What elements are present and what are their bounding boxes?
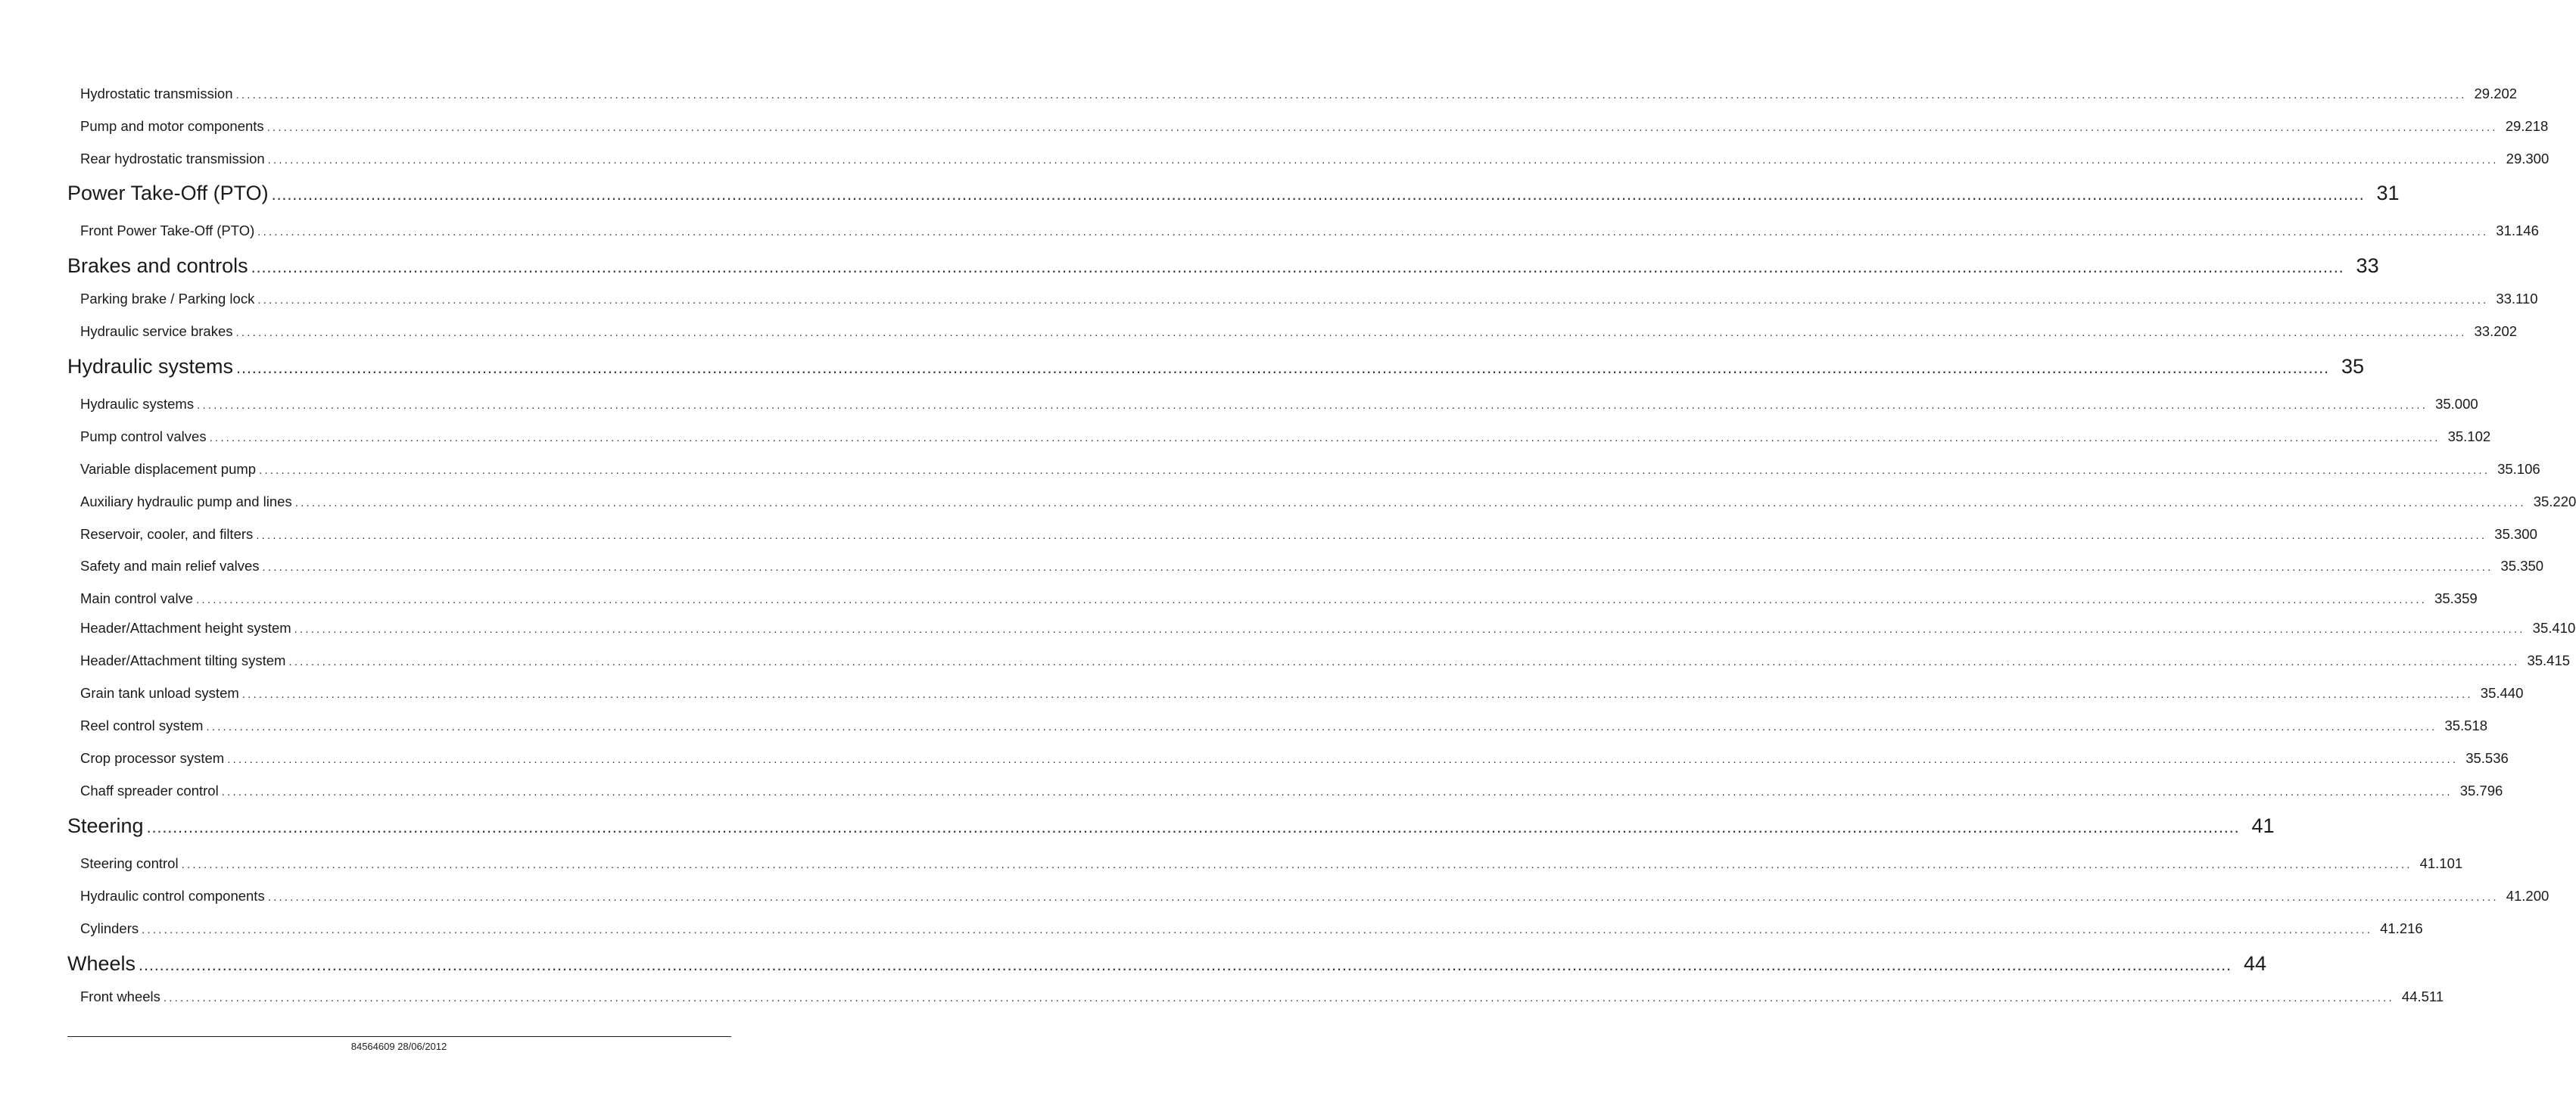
toc-entry[interactable] [80,396,2478,413]
toc-entry-page-number: 41 [2251,814,2275,837]
toc-section-entry[interactable] [67,355,2365,378]
toc-entry-title: Brakes and controls [67,254,248,277]
toc-entry-title: Hydraulic service brakes [80,323,233,339]
toc-section-entry[interactable] [67,814,2275,838]
dot-leader: ................................................................................................................................................................................................................................................................................................................................................................................................................ [209,431,2441,444]
toc-section-entry[interactable] [67,952,2266,976]
dot-leader: ................................................................................................................................................................................................................................................................................................................................................................................................................ [267,891,2499,904]
toc-entry-title: Cylinders [80,920,139,936]
toc-entry[interactable] [80,151,2550,167]
toc-entry-page-number: 35.796 [2459,783,2503,799]
dot-leader: ................................................................................................................................................................................................................................................................................................................................................................................................................ [294,623,2525,636]
dot-leader: ................................................................................................................................................................................................................................................................................................................................................................................................................ [227,753,2459,766]
toc-entry-page-number: 29.218 [2505,118,2549,134]
dot-leader: ................................................................................................................................................................................................................................................................................................................................................................................................................ [259,464,2490,477]
toc-entry[interactable] [80,783,2503,799]
toc-entry-title: Header/Attachment tilting system [80,652,286,668]
dot-leader: ................................................................................................................................................................................................................................................................................................................................................................................................................ [256,529,2487,542]
toc-entry-title: Crop processor system [80,750,225,766]
toc-entry-title: Parking brake / Parking lock [80,291,255,307]
toc-entry[interactable] [80,223,2539,239]
dot-leader: ................................................................................................................................................................................................................................................................................................................................................................................................................ [196,593,2428,606]
toc-entry-title: Hydraulic systems [67,355,234,378]
dot-leader: ................................................................................................................................................................................................................................................................................................................................................................................................................ [241,688,2473,701]
dot-leader: ................................................................................................................................................................................................................................................................................................................................................................................................................ [181,858,2412,871]
toc-entry[interactable] [80,855,2463,872]
toc-entry-page-number: 35.300 [2494,526,2537,542]
dot-leader: ................................................................................................................................................................................................................................................................................................................................................................................................................ [197,399,2428,412]
toc-entry-title: Pump control valves [80,428,207,444]
toc-entry-page-number: 35.440 [2480,685,2524,701]
dot-leader: ................................................................................................................................................................................................................................................................................................................................................................................................................ [257,226,2489,238]
dot-leader: ................................................................................................................................................................................................................................................................................................................................................................................................................ [267,154,2499,167]
toc-entry-page-number: 35 [2341,355,2365,378]
toc-entry[interactable] [80,620,2576,637]
toc-entry[interactable] [80,718,2488,734]
dot-leader: ................................................................................................................................................................................................................................................................................................................................................................................................................ [236,358,2329,377]
toc-entry-page-number: 35.536 [2465,750,2509,766]
toc-entry-title: Hydraulic systems [80,396,195,412]
toc-entry-title: Hydraulic control components [80,888,265,904]
toc-entry-title: Wheels [67,952,136,975]
toc-entry-page-number: 35.359 [2434,590,2478,606]
toc-entry-page-number: 31 [2376,182,2400,204]
toc-entry-title: Grain tank unload system [80,685,239,701]
toc-entry-title: Auxiliary hydraulic pump and lines [80,494,292,509]
toc-entry-page-number: 33.110 [2496,291,2538,307]
toc-entry-page-number: 41.101 [2419,855,2463,871]
dot-leader: ................................................................................................................................................................................................................................................................................................................................................................................................................ [221,786,2453,799]
toc-entry[interactable] [80,920,2423,937]
toc-entry-title: Chaff spreader control [80,783,219,799]
dot-leader: ................................................................................................................................................................................................................................................................................................................................................................................................................ [163,992,2394,1004]
toc-entry[interactable] [80,750,2509,767]
toc-entry-page-number: 35.106 [2497,461,2540,477]
toc-entry-title: Variable displacement pump [80,461,257,477]
toc-entry-page-number: 33 [2356,254,2379,277]
toc-entry[interactable] [80,86,2518,102]
toc-entry-title: Steering control [80,855,179,871]
toc-entry[interactable] [80,888,2550,905]
toc-entry-page-number: 35.220 [2533,494,2576,509]
dot-leader: ................................................................................................................................................................................................................................................................................................................................................................................................................ [235,326,2467,339]
dot-leader: ................................................................................................................................................................................................................................................................................................................................................................................................................ [257,294,2489,307]
toc-entry-page-number: 29.300 [2506,151,2550,167]
toc-entry-title: Reel control system [80,718,204,733]
toc-entry-page-number: 35.410 [2532,620,2576,636]
toc-entry[interactable] [80,590,2478,607]
toc-entry-title: Hydrostatic transmission [80,86,233,101]
toc-entry-page-number: 33.202 [2474,323,2518,339]
footer-rule [67,1036,731,1037]
toc-entry[interactable] [80,652,2571,669]
toc-entry-page-number: 31.146 [2496,223,2539,238]
toc-entry-title: Safety and main relief valves [80,558,260,574]
toc-entry[interactable] [80,526,2537,543]
toc-entry[interactable] [80,461,2540,478]
toc-entry[interactable] [80,291,2538,307]
toc-entry-page-number: 29.202 [2474,86,2518,101]
toc-entry-page-number: 35.518 [2444,718,2488,733]
dot-leader: ................................................................................................................................................................................................................................................................................................................................................................................................................ [271,185,2365,204]
dot-leader: ................................................................................................................................................................................................................................................................................................................................................................................................................ [288,655,2520,668]
dot-leader: ................................................................................................................................................................................................................................................................................................................................................................................................................ [251,257,2344,276]
dot-leader: ................................................................................................................................................................................................................................................................................................................................................................................................................ [262,561,2493,574]
toc-entry[interactable] [80,685,2524,702]
dot-leader: ................................................................................................................................................................................................................................................................................................................................................................................................................ [142,923,2373,936]
toc-entry-title: Main control valve [80,590,194,606]
toc-section-entry[interactable] [67,182,2400,205]
toc-entry-page-number: 35.102 [2447,428,2491,444]
footer-doc-id: 84564609 28/06/2012 [350,1041,447,1052]
toc-entry-page-number: 35.350 [2500,558,2544,574]
toc-entry-title: Reservoir, cooler, and filters [80,526,254,542]
toc-entry-title: Front Power Take-Off (PTO) [80,223,255,238]
toc-entry[interactable] [80,494,2576,510]
toc-entry[interactable] [80,118,2549,135]
toc-entry[interactable] [80,989,2444,1005]
dot-leader: ................................................................................................................................................................................................................................................................................................................................................................................................................ [139,955,2232,974]
toc-section-entry[interactable] [67,254,2379,278]
dot-leader: ................................................................................................................................................................................................................................................................................................................................................................................................................ [294,497,2526,509]
toc-entry-title: Header/Attachment height system [80,620,291,636]
toc-entry-page-number: 41.216 [2380,920,2423,936]
dot-leader: ................................................................................................................................................................................................................................................................................................................................................................................................................ [235,89,2467,101]
toc-entry[interactable] [80,323,2518,340]
toc-entry-page-number: 41.200 [2506,888,2550,904]
toc-entry[interactable] [80,428,2491,445]
toc-entry-title: Front wheels [80,989,160,1004]
dot-leader: ................................................................................................................................................................................................................................................................................................................................................................................................................ [146,817,2240,836]
toc-entry-page-number: 35.415 [2527,652,2571,668]
dot-leader: ................................................................................................................................................................................................................................................................................................................................................................................................................ [266,121,2498,134]
toc-entry-page-number: 44 [2243,952,2266,975]
toc-entry[interactable] [80,558,2544,574]
toc-entry-title: Power Take-Off (PTO) [67,182,269,204]
dot-leader: ................................................................................................................................................................................................................................................................................................................................................................................................................ [206,721,2437,733]
toc-entry-page-number: 44.511 [2401,989,2444,1004]
toc-entry-title: Pump and motor components [80,118,264,134]
toc-entry-title: Rear hydrostatic transmission [80,151,265,167]
toc-entry-title: Steering [67,814,144,837]
toc-entry-page-number: 35.000 [2435,396,2478,412]
